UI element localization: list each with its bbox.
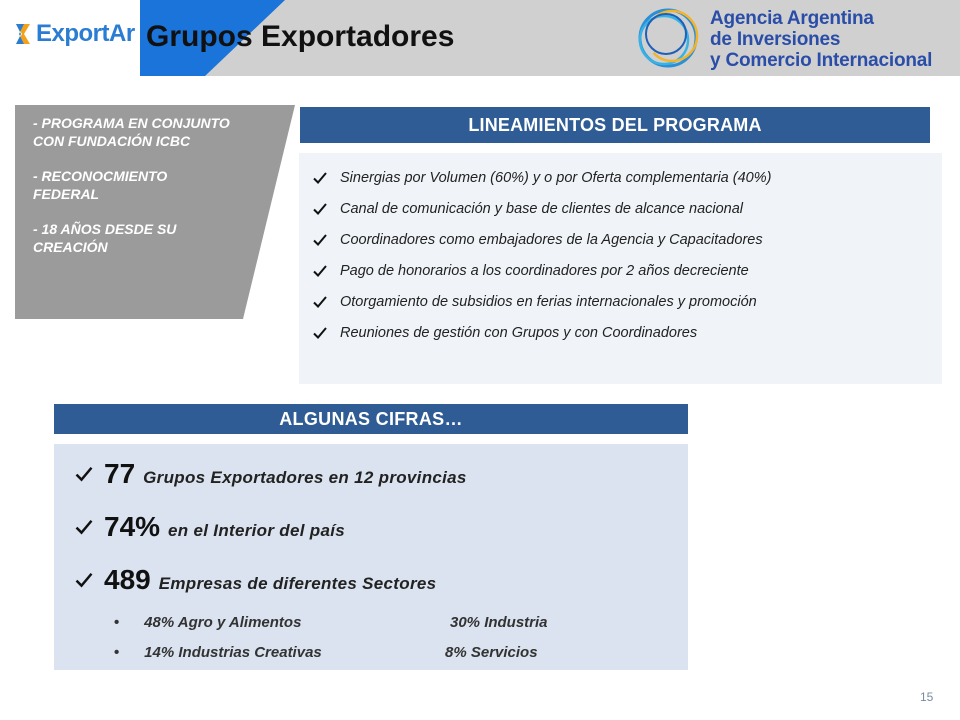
exportar-arrow-icon xyxy=(12,22,34,46)
checkmark-icon xyxy=(312,170,328,186)
stat-number: 77 xyxy=(104,458,136,489)
agency-logo xyxy=(632,4,952,72)
lineamiento-item xyxy=(312,193,771,224)
lineamiento-text: Pago de honorarios a los coordinadores por 2 años decreciente xyxy=(340,262,749,279)
checkmark-icon xyxy=(312,325,328,341)
program-fact-1: - PROGRAMA EN CONJUNTO CON FUNDACIÓN ICBC xyxy=(33,115,230,149)
checkmark-icon xyxy=(74,570,94,590)
lineamiento-item xyxy=(312,255,771,286)
checkmark-icon xyxy=(74,517,94,537)
bullet-icon: • xyxy=(114,644,120,661)
checkmark-icon xyxy=(312,263,328,279)
stat-empresas xyxy=(74,564,436,596)
lineamiento-item xyxy=(312,286,771,317)
lineamientos-header: LINEAMIENTOS DEL PROGRAMA xyxy=(300,107,930,143)
stat-interior xyxy=(74,511,345,543)
lineamiento-item xyxy=(312,317,771,348)
stat-description: Grupos Exportadores en 12 provincias xyxy=(143,468,467,487)
exportar-logo-text: ExportAr xyxy=(36,20,135,47)
lineamiento-item xyxy=(312,162,771,193)
page-number: 15 xyxy=(920,690,934,704)
lineamientos-list xyxy=(312,162,771,348)
stat-grupos xyxy=(74,458,467,490)
agency-name-line-3: y Comercio Internacional xyxy=(710,50,933,71)
lineamiento-text: Coordinadores como embajadores de la Agencia y Capacitadores xyxy=(340,231,763,248)
checkmark-icon xyxy=(312,294,328,310)
lineamiento-item xyxy=(312,224,771,255)
lineamiento-text: Canal de comunicación y base de clientes de alcance nacional xyxy=(340,200,744,217)
sector-left: 14% Industrias Creativas xyxy=(144,644,322,661)
sector-row xyxy=(114,644,538,661)
program-facts-box xyxy=(15,105,295,319)
sector-right: 30% Industria xyxy=(450,614,548,631)
stat-description: en el Interior del país xyxy=(168,521,345,540)
program-fact-2: - RECONOCMIENTO FEDERAL xyxy=(33,168,168,202)
checkmark-icon xyxy=(74,464,94,484)
agency-circles-icon xyxy=(632,4,704,72)
checkmark-icon xyxy=(312,232,328,248)
exportar-logo xyxy=(12,20,135,48)
header xyxy=(0,0,960,76)
lineamiento-text: Otorgamiento de subsidios en ferias internacionales y promoción xyxy=(340,293,757,310)
program-fact-3: - 18 AÑOS DESDE SU CREACIÓN xyxy=(33,221,177,255)
cifras-header: ALGUNAS CIFRAS… xyxy=(54,404,688,434)
lineamiento-text: Sinergias por Volumen (60%) y o por Oferta complementaria (40%) xyxy=(340,169,772,186)
checkmark-icon xyxy=(312,201,328,217)
cifras-panel xyxy=(54,444,688,670)
sector-row xyxy=(114,614,548,631)
stat-number: 74% xyxy=(104,511,161,542)
agency-name-line-2: de Inversiones xyxy=(710,29,841,50)
agency-name-line-1: Agencia Argentina xyxy=(710,8,874,29)
agency-name xyxy=(710,8,932,71)
lineamiento-text: Reuniones de gestión con Grupos y con Coordinadores xyxy=(340,324,698,341)
sector-right: 8% Servicios xyxy=(445,644,538,661)
stat-number: 489 xyxy=(104,564,151,595)
sector-left: 48% Agro y Alimentos xyxy=(144,614,302,631)
lineamientos-panel xyxy=(299,153,942,384)
page-title: Grupos Exportadores xyxy=(146,20,455,53)
stat-description: Empresas de diferentes Sectores xyxy=(158,574,437,593)
bullet-icon: • xyxy=(114,614,120,631)
